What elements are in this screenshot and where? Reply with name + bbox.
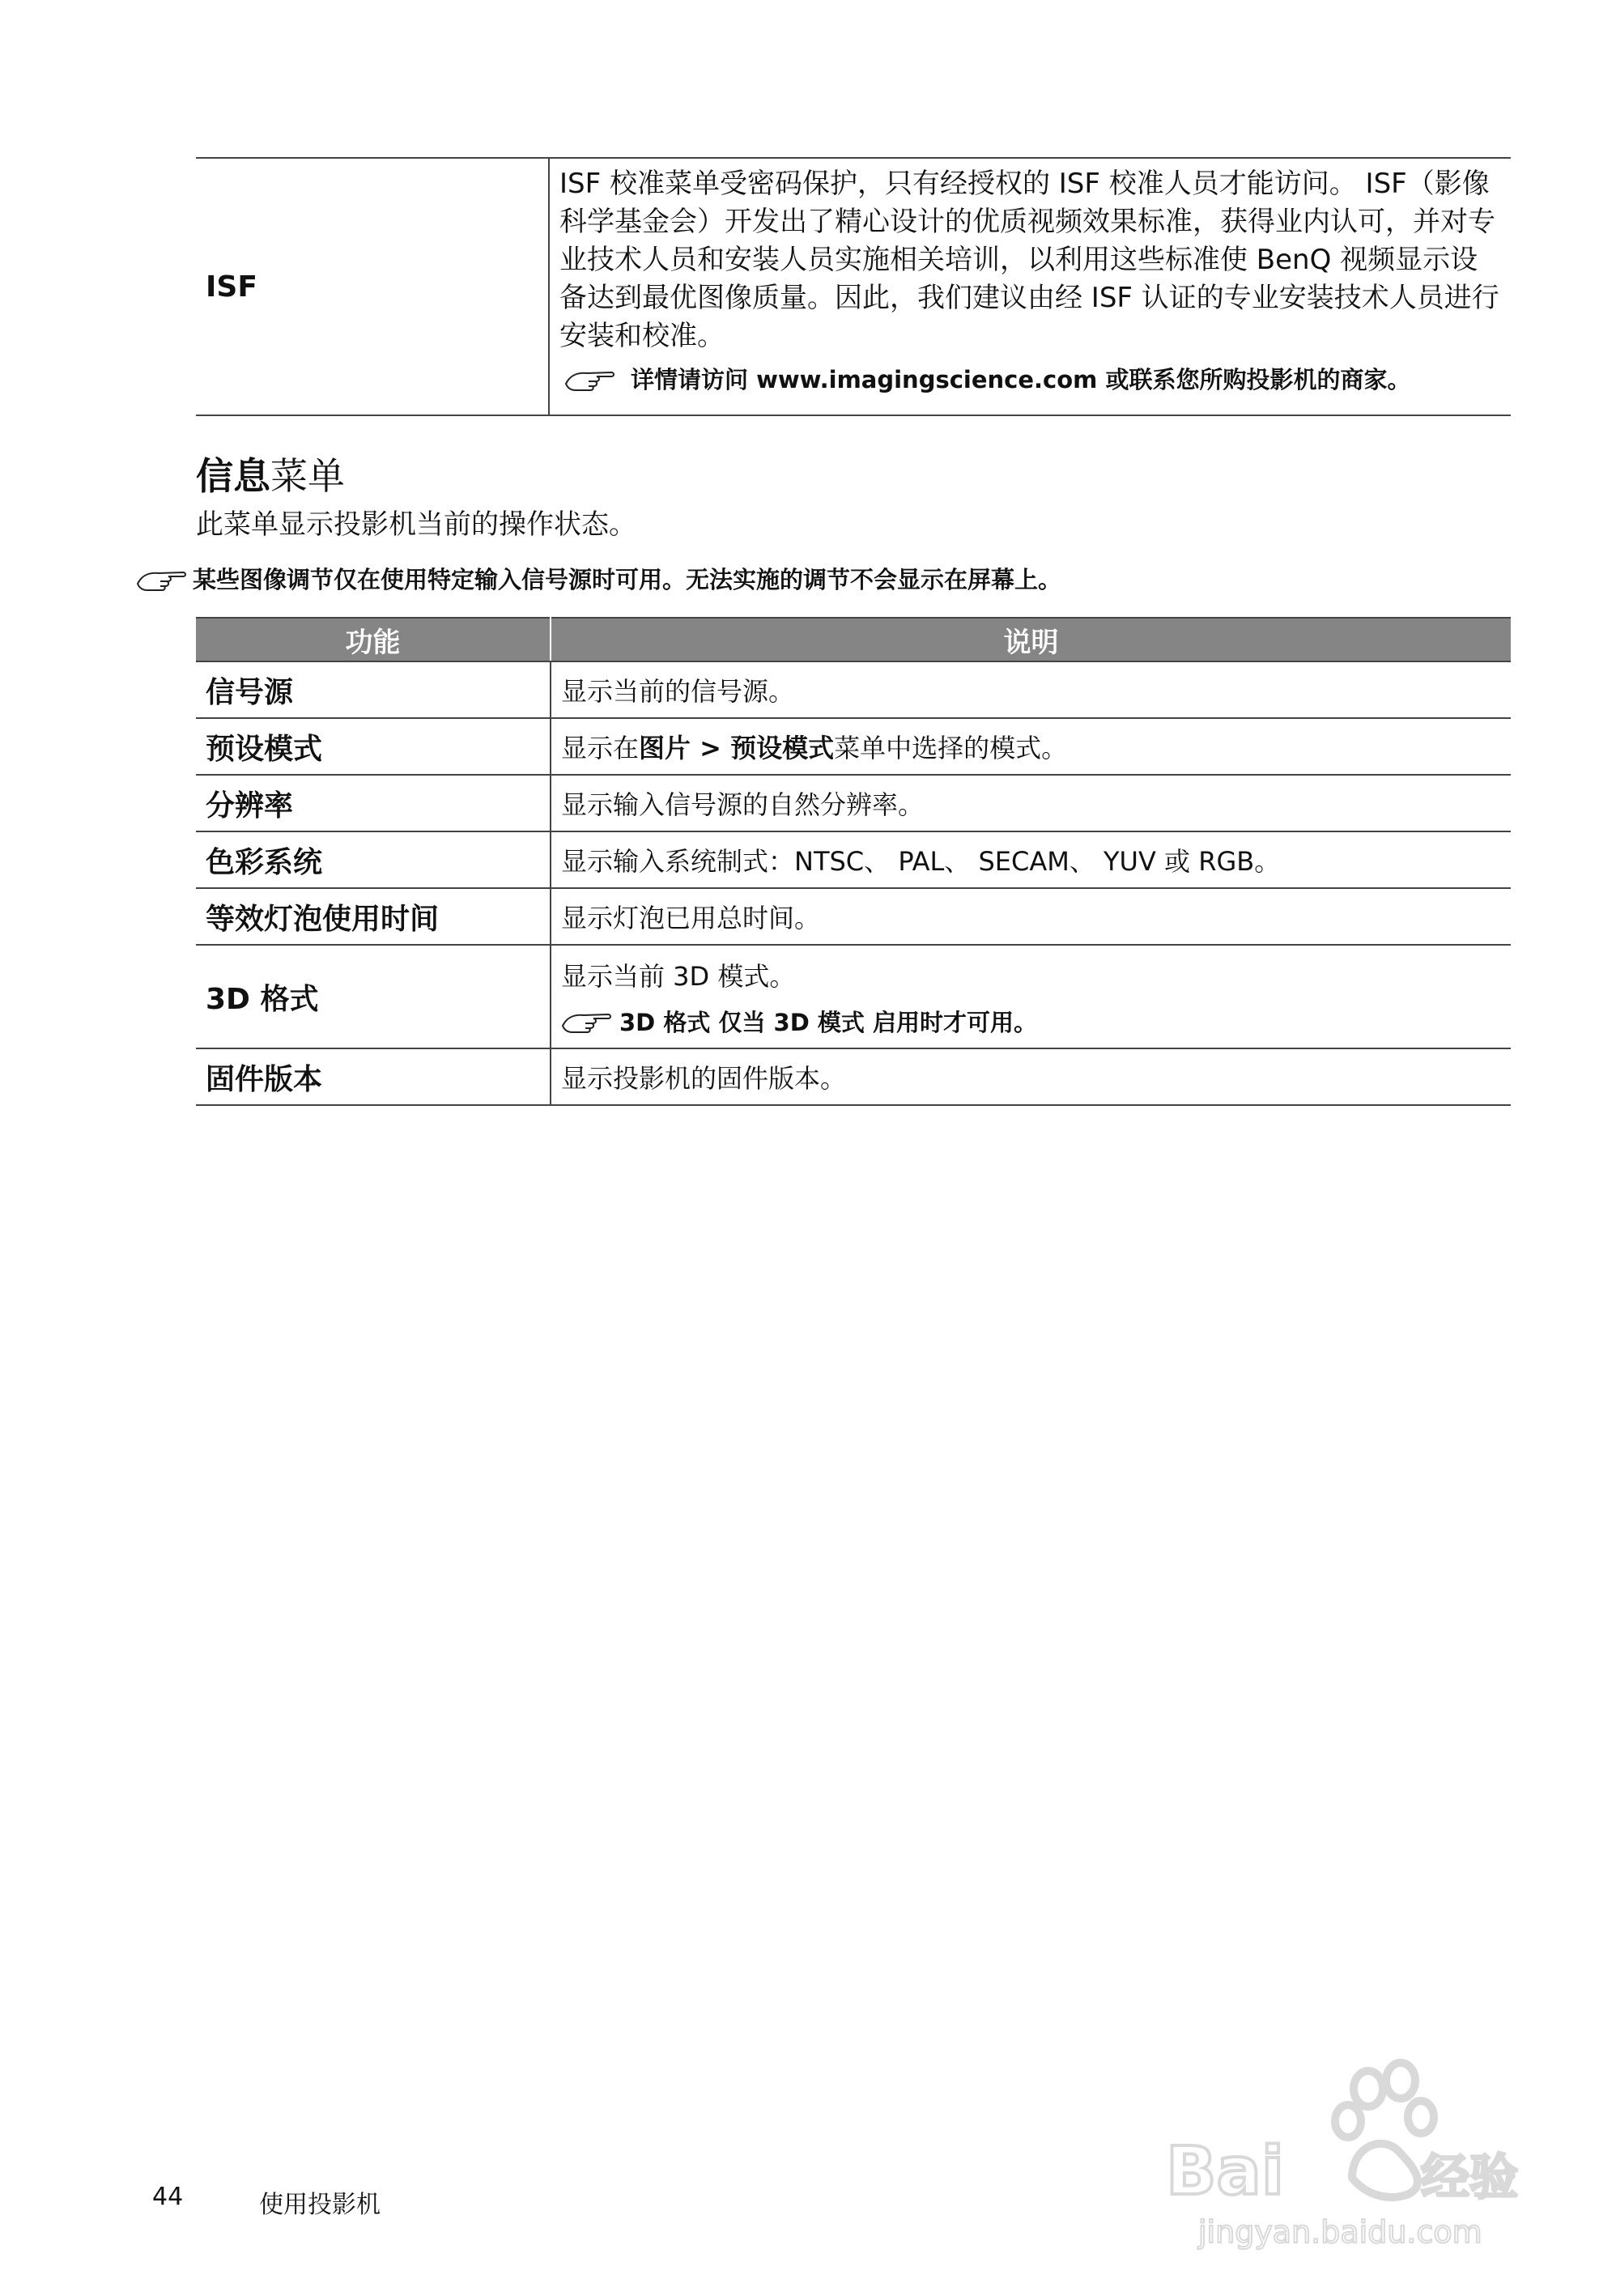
table-row xyxy=(196,831,1511,888)
isf-description: ISF 校准菜单受密码保护，只有经授权的 ISF 校准人员才能访问。 ISF（影像科学基金会）开发出了精心设计的优质视频效果标准，获得业内认可，并对专业技术人员和安装人员实施相关培训，以利用这些标准使 BenQ 视频显示设备达到最优图像质量。因此，我们建议由经 ISF 认证的专业安装技术人员进行安装和校准。 xyxy=(559,168,1499,352)
footer-section-title: 使用投影机 xyxy=(259,2191,381,2219)
header-description: 说明 xyxy=(551,618,1511,661)
table-row xyxy=(196,661,1511,718)
table-row xyxy=(196,888,1511,945)
section-title xyxy=(196,447,345,500)
hand-pointing-icon xyxy=(561,1008,613,1034)
row-note-text: 3D 格式 仅当 3D 模式 启用时才可用。 xyxy=(619,1008,1037,1036)
header-function: 功能 xyxy=(196,618,551,661)
svg-text:Bai: Bai xyxy=(1166,2133,1284,2210)
row-description: 显示输入系统制式：NTSC、 PAL、 SECAM、 YUV 或 RGB。 xyxy=(551,831,1511,888)
desc-pre: 显示在 xyxy=(561,733,640,763)
info-table xyxy=(196,617,1511,1106)
hand-pointing-icon xyxy=(136,566,188,592)
svg-text:经验: 经验 xyxy=(1421,2149,1518,2206)
table-header-row xyxy=(196,618,1511,661)
table-row xyxy=(196,945,1511,1048)
row-function: 色彩系统 xyxy=(196,831,551,888)
row-note xyxy=(561,1005,1501,1038)
desc-post: 菜单中选择的模式。 xyxy=(834,733,1068,763)
row-function: 分辨率 xyxy=(196,775,551,831)
desc-bold-path: 图片 > 预设模式 xyxy=(639,733,835,763)
row-description: 显示当前的信号源。 xyxy=(551,661,1511,718)
table-row xyxy=(196,718,1511,775)
section-note-text: 某些图像调节仅在使用特定输入信号源时可用。无法实施的调节不会显示在屏幕上。 xyxy=(193,566,1062,593)
row-description-text: 显示当前 3D 模式。 xyxy=(561,960,796,992)
isf-note xyxy=(559,362,1499,395)
row-function: 固件版本 xyxy=(196,1048,551,1105)
row-function: 预设模式 xyxy=(196,718,551,775)
table-row xyxy=(196,775,1511,831)
row-description: 显示灯泡已用总时间。 xyxy=(551,888,1511,945)
section-intro: 此菜单显示投影机当前的操作状态。 xyxy=(196,508,636,541)
section-title-rest: 菜单 xyxy=(270,454,345,498)
baidu-jingyan-watermark xyxy=(1150,2056,1538,2259)
section-title-bold: 信息 xyxy=(196,454,270,498)
page-number: 44 xyxy=(152,2183,184,2211)
row-function: 等效灯泡使用时间 xyxy=(196,888,551,945)
svg-text:jingyan.baidu.com: jingyan.baidu.com xyxy=(1198,2214,1482,2250)
table-row xyxy=(196,1048,1511,1105)
isf-content xyxy=(550,159,1511,415)
isf-table xyxy=(196,157,1511,416)
isf-note-text: 详情请访问 www.imagingscience.com 或联系您所购投影机的商家。 xyxy=(631,366,1411,393)
row-description: 显示输入信号源的自然分辨率。 xyxy=(551,775,1511,831)
isf-label: ISF xyxy=(196,159,550,415)
section-note xyxy=(136,562,1061,595)
row-description xyxy=(551,945,1511,1048)
row-description xyxy=(551,718,1511,775)
hand-pointing-icon xyxy=(564,366,616,392)
row-function: 3D 格式 xyxy=(196,945,551,1048)
row-description: 显示投影机的固件版本。 xyxy=(551,1048,1511,1105)
row-function: 信号源 xyxy=(196,661,551,718)
